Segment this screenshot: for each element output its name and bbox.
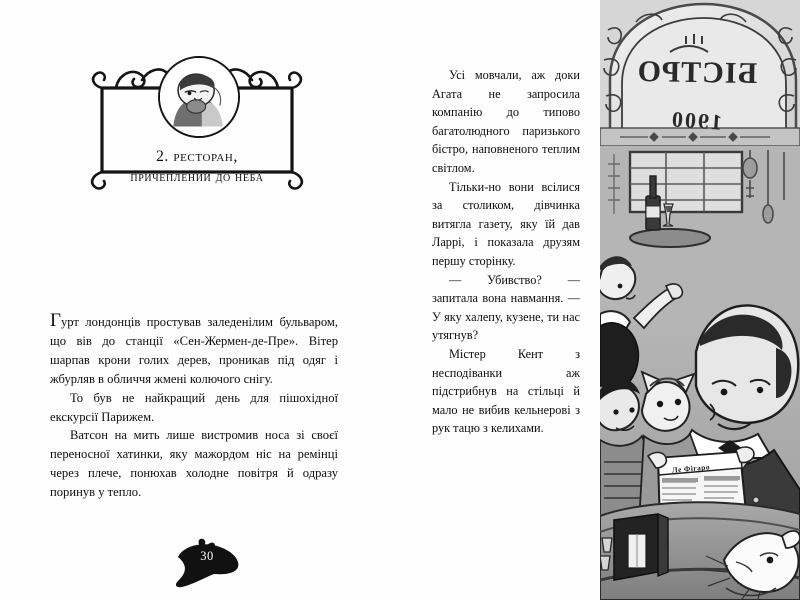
chapter-portrait-medallion (158, 56, 240, 138)
newspaper-title: Ле Фігаро (671, 462, 711, 475)
paragraph: Тільки-но вони всілися за столиком, дівчинка витягла газету, яку їй дав Ларрі, і показала друзям першу сторінку. (432, 179, 580, 268)
page-number-ornament (160, 537, 252, 589)
page-number: 30 (200, 549, 214, 563)
right-body-text (432, 66, 580, 438)
left-page (0, 0, 390, 600)
paragraph: Гурт лондонців простував заледенілим бульваром, що вів до станції «Сен-Жермен-де-Пре». Вітер шарпав крони голих дерев, проникав під одяг і жбурляв в обличчя жмені колючого снігу. (50, 310, 338, 386)
paragraph: — Убивство? — запитала вона навмання. — У яку халепу, кузене, ти нас утягнув? (432, 272, 580, 343)
chapter-title (80, 148, 314, 187)
left-body-text (50, 312, 338, 502)
bistro-sign-name: БІСТРО (636, 54, 758, 91)
bistro-illustration (600, 0, 800, 600)
right-page (390, 0, 800, 600)
paragraph: Містер Кент з несподіванки аж підстрибнув на стільці й мало не вибив кельнерові з рук тацю з келихами. (432, 346, 580, 436)
chapter-title-line-1: 2. ресторан, (156, 148, 238, 165)
paragraph: То був не найкращий день для пішохідної екскурсії Парижем. (50, 390, 338, 424)
paragraph: Ватсон на мить лише вистромив носа зі своєї переносної хатинки, яку мажордом ніс на ремінці через плече, понюхав холодне повітря й одразу поринув у тепло. (50, 428, 338, 500)
paragraph: Усі мовчали, аж доки Агата не запросила компанію до типово багатолюдного паризького бістро, наповненого теплим світлом. (432, 68, 580, 175)
bistro-sign-year: 1900 (669, 106, 723, 135)
chapter-title-line-2: причеплений до неба (130, 168, 264, 185)
